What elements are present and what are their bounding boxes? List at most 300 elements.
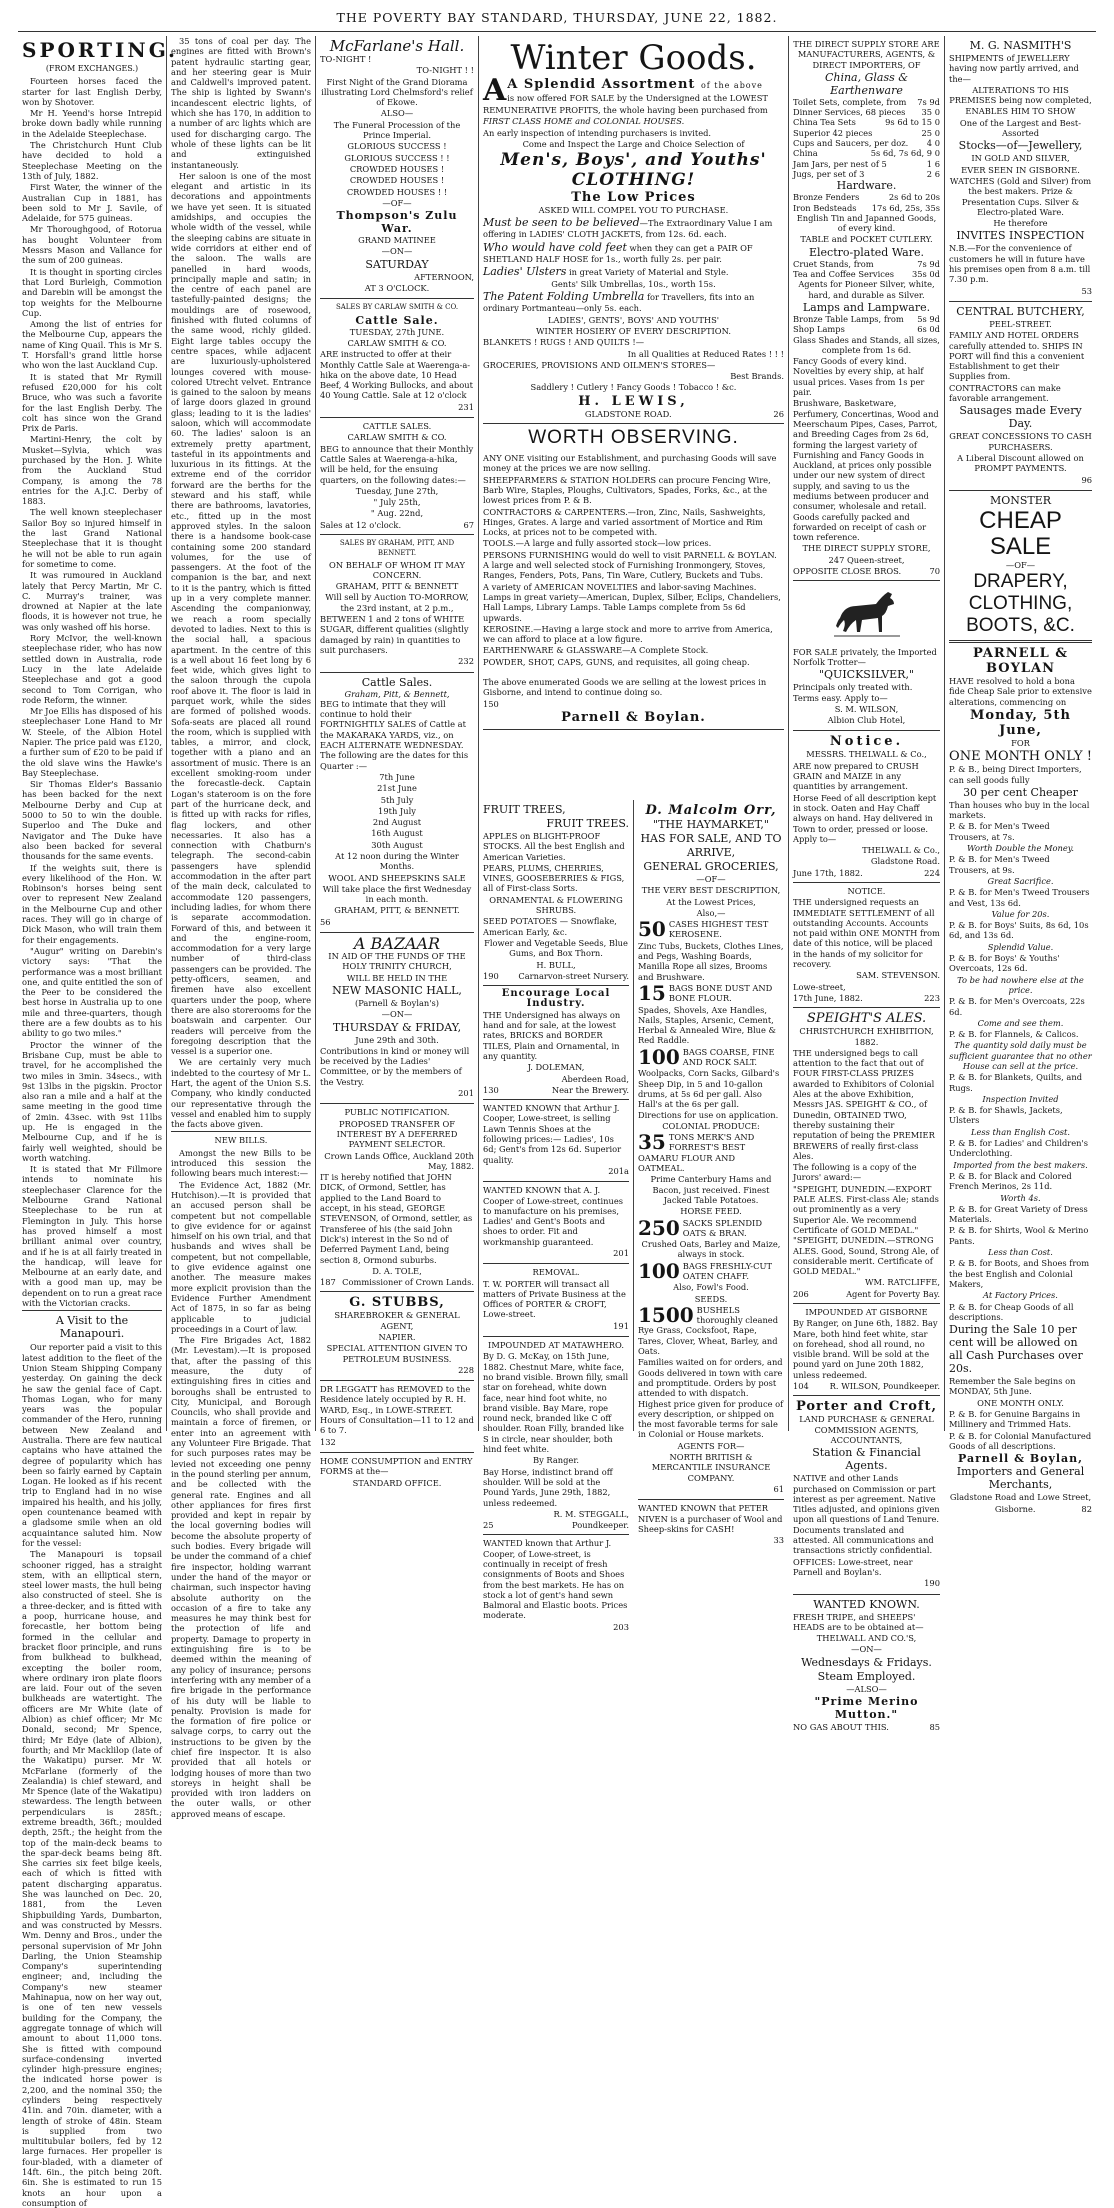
pb-item: P. & B. for Blankets, Quilts, and Rugs. [949, 1072, 1083, 1093]
price-item: Shop Lamps [793, 324, 845, 335]
date-1: Tuesday, June 27th, [355, 485, 439, 496]
remember-text: Remember the Sale begins on MONDAY, 5th June. [949, 1376, 1076, 1397]
pb-item: P. & B. for Shawls, Jackets, Ulsters [949, 1105, 1063, 1126]
speight-text: THE undersigned begs to call attention to the fact that out of FOUR FIRST-CLASS PRIZES awarded to Exhibitors of Colonial Ales at the above Exhibition, Messrs JAS. SPEIGHT & CO., of Dunedin, OBTAINED TWO, thereby sustaining their reputation of being the PREMIER BREWERS of really first-class Ales. [793, 1047, 935, 1161]
divider [171, 1131, 311, 1132]
of-text: —OF— [1005, 559, 1036, 570]
bills-paragraphs [171, 1148, 311, 1819]
price-row [793, 269, 940, 279]
bazaar-6: THURSDAY & FRIDAY, [332, 1020, 462, 1034]
brewery-text: Near the Brewery. [551, 1084, 629, 1095]
carlaw-name-2: CARLAW SMITH & CO. [347, 432, 447, 443]
malcolm-items [638, 919, 784, 1120]
opposite-text: OPPOSITE CLOSE BROS. [793, 566, 902, 577]
paragraph: 35 tons of coal per day. The engines are fitted with Brown's patent hydraulic starting gear, and her steering gear is Muir and Caldwell's improved patent. The ship is lighted by Swann's incandescent electric lights, of which she has 170, in addition to a number of arc lights which are used for discharging cargo. The whole of these lights can be lit and extinguished instantaneously. [171, 36, 311, 170]
qty-35: 35 [638, 1130, 666, 1155]
price-value: 1 6 [926, 158, 940, 169]
sales-at: Sales at 12 o'clock. [320, 519, 402, 530]
reduced-text: In all Qualities at Reduced Rates ! ! ! [627, 348, 784, 359]
north-british: NORTH BRITISH & MERCANTILE INSURANCE COMPANY. [651, 1452, 771, 1483]
fruit-1: FRUIT TREES, [483, 803, 566, 816]
principals-text: Principals only treated with. Terms easy. Apply to— [793, 682, 913, 703]
ad-number: 223 [924, 992, 940, 1003]
price-item: Tea and Coffee Services [793, 269, 895, 280]
pb-item: P. & B. for Black and Colored French Merinos, 2s 11d. [949, 1170, 1072, 1192]
tonight-1: TO-NIGHT ! [320, 54, 372, 64]
june-date-2: 17th June, 1882. [793, 992, 863, 1003]
qty-100-text: BAGS FRESHLY-CUT OATEN CHAFF. [682, 1260, 772, 1281]
glorious-2: GLORIOUS SUCCESS ! ! [344, 152, 450, 163]
wed-text: Wednesdays & Fridays. [801, 1655, 932, 1669]
price-item: Superior 42 pieces [793, 127, 873, 138]
ad-number: 25 [483, 1520, 494, 1531]
divider [22, 1310, 162, 1311]
price-item: Bronze Table Lamps, from [793, 313, 904, 324]
china-title: China, Glass & Earthenware [824, 70, 909, 97]
wanted-2-text: WANTED KNOWN that A. J. Cooper of Lowe-street, continues to manufacture on his premises, Ladies' and Gent's Boots and shoes to order. Fit and workmanship guaranteed. [483, 1185, 624, 1247]
sporting-paragraphs [22, 76, 162, 1308]
paragraph: Rory McIvor, the well-known steeplechase rider, who has now settled down in Australia, rode Lucy in the late Adelaide Steeplechase and got a good second to Tom Corrigan, who rode Reform, the winner. [22, 633, 162, 705]
worth-p1: ANY ONE visiting our Establishment, and purchasing Goods will save money at the prices we are now selling. [483, 453, 777, 474]
qty-number: 15 [638, 980, 666, 1005]
price-value: 7s 9d [917, 258, 940, 269]
ad-number: 132 [320, 1436, 336, 1447]
cattle-sale-title: Cattle Sale. [355, 313, 439, 327]
nasmith-ad [949, 36, 1092, 302]
malcolm-name: D. Malcolm Orr, [645, 803, 777, 818]
worth-p9: POWDER, SHOT, CAPS, GUNS, and requisites, all going cheap. [483, 656, 750, 667]
brands-text: Best Brands. [730, 371, 784, 382]
paragraph: Proctor the winner of the Brisbane Cup, must be able to travel, for he accomplished the two miles in 3min. 34secs., with 9st 13lbs in the pigskin. Proctor also ran a mile and a half at the same meeting in the good time of 2min. 43sec. with 9st 11lbs up. He is engaged in the Melbourne Cup, and if he is fairly well weighted, should be worth watching. [22, 1039, 162, 1163]
price-row [793, 138, 940, 148]
lowest-text: At the Lowest Prices, [666, 896, 756, 907]
notice-title-2: NOTICE. [847, 886, 886, 896]
ad-number: 130 [483, 1084, 499, 1095]
pb-items [949, 821, 1092, 1322]
date-3: " Aug. 22nd, [370, 508, 424, 519]
electro-prices [793, 259, 940, 280]
doleman-name: J. DOLEMAN, [527, 1062, 585, 1073]
brushware-text: Brushware, Basketware, Perfumery, Concertinas, Wood and Meerschaum Pipes, Cases, Parrot, and Breeding Cages from 2s 6d, forming the largest variety of Furnishing and Fancy Goods in Auckland, at prices only possible under our new system of direct supply, and saving to us the mediums between producer and consumer, wholesale and retail. Goods carefully packed and forwarded on receipt of cash or town reference. [793, 398, 939, 543]
ulsters-heading: Ladies' Ulsters [483, 265, 567, 279]
carlaw-cattle-ad [320, 299, 474, 418]
monster-text: MONSTER [989, 493, 1052, 507]
cheaper-text: 30 per cent Cheaper [963, 785, 1078, 799]
ad-number: 190 [924, 1578, 940, 1589]
price-item: Jam Jars, per nest of 5 [793, 158, 887, 169]
paragraph: Mr H. Yeend's horse Intrepid broke down badly while running in the Adelaide Steeplechase. [22, 108, 162, 139]
land-text: LAND PURCHASE & GENERAL COMMISSION AGENTS, ACCOUNTANTS, [799, 1414, 934, 1445]
qty-text: BAGS BONE DUST AND BONE FLOUR. [668, 982, 773, 1004]
pb-item: P. & B. for Cheap Goods of all descriptions. [949, 1301, 1074, 1322]
pb-item-note: To be had nowhere else at the price. [957, 974, 1084, 995]
tripe-text: FRESH TRIPE, and SHEEPS' HEADS are to be obtained at— [793, 1611, 924, 1632]
poundkeeper-text: Poundkeeper. [571, 1520, 629, 1531]
watches-text: WATCHES (Gold and Silver) from the best makers. Prize & Presentation Cups. Silver & Electro-plated Ware. [949, 175, 1092, 217]
removal-text: T. W. PORTER will transact all matters of Private Business at the Offices of PORTER & CROFT, Lowe-street. [483, 1278, 626, 1320]
paragraph: Sir Thomas Elder's Bassanio has been backed for the next Melbourne Derby and Cup at 5000 to 50 to win the double. Superloo and The Duke and Navigator and The Duke have also been backed for several thousands for the same events. [22, 779, 162, 862]
sale-date: 7th June [379, 771, 415, 782]
price-value: 7s 9d [917, 96, 940, 107]
noon-text: At 12 noon during the Winter Months. [335, 851, 459, 872]
crushed-text: Crushed Oats, Barley and Maize, always in stock. [641, 1239, 781, 1260]
gents-umbrellas: Gents' Silk Umbrellas, 10s., worth 15s. [551, 279, 716, 290]
speight-title: SPEIGHT'S ALES. [806, 1011, 927, 1027]
boots-text: BOOTS, &C. [966, 615, 1075, 637]
between-text: BETWEEN 1 and 2 tons of WHITE SUGAR, different qualities (slightly damaged by rain) in quantities to suit purchasers. [320, 614, 469, 655]
pb-item-note: Value for 20s. [991, 908, 1050, 919]
price-row [793, 148, 940, 158]
stubbs-ad [320, 1292, 474, 1381]
ad-number: 206 [793, 1288, 809, 1299]
pb-item-note: Inspection Invited [982, 1093, 1059, 1104]
hardware-prices [793, 192, 940, 213]
ad-number: 190 [483, 970, 499, 981]
hardware-title: Hardware. [836, 179, 897, 193]
qty-text: CASES HIGHEST TEST KEROSENE. [668, 919, 769, 940]
fruit-trees-ad [483, 800, 629, 986]
ship-text: SHIPMENTS of JEWELLERY having now partly arrived, and the— [949, 53, 1079, 84]
hall-title: McFarlane's Hall. [329, 37, 465, 55]
home-text: HOME CONSUMPTION and ENTRY FORMS at the— [320, 1455, 473, 1477]
qty-1500: 1500 [638, 1302, 694, 1327]
pb-item-note: Less than Cost. [988, 1247, 1053, 1258]
than-text: Than houses who buy in the local markets. [949, 799, 1090, 821]
encourage-ad [483, 986, 629, 1100]
graham-name: GRAHAM, PITT & BENNETT [335, 581, 459, 592]
monday-text: Monday, 5th June, [970, 707, 1071, 738]
nursery-text: Carnarvon-street Nursery. [518, 970, 629, 981]
pb-item-note: Splendid Value. [987, 941, 1054, 952]
tole-title: Commissioner of Crown Lands. [342, 1277, 474, 1288]
wanted-1-text: WANTED KNOWN that Arthur J. Cooper, Lowe-street, is selling Lawn Tennis Shoes at the following prices:— Ladies', 10s 6d; Gent's from 12s 6d. Superior quality. [483, 1103, 622, 1165]
gpb-name: Graham, Pitt, & Bennett, [344, 688, 450, 699]
cheap-sale: CHEAP SALE [979, 506, 1062, 560]
ad-number: 67 [463, 519, 474, 530]
direct-text: P. & B., being Direct Importers, can sell goods fully [949, 764, 1082, 785]
qty-text: Spades, Shovels, Axe Handles, Nails, Staples, Arsenic, Cement, Herbal & Annealed Wire, Blue & Red Raddle. [638, 1004, 776, 1046]
ad-number: 96 [1081, 474, 1092, 485]
winter-title: Winter Goods. [510, 38, 757, 78]
ad-number: 33 [773, 1535, 784, 1546]
graham-end: GRAHAM, PITT, & BENNETT. [334, 905, 460, 916]
winter-goods-ad: Winter Goods. A A Splendid Assortment of the above is now offered FOR SALE by the Undersigned at the LOWEST REMUNERATIVE PROFITS, the whole having been purchased from FIRST CLASS HOME and COLONIAL HOUSES. An early inspection of intending purchasers is invited. Come and Inspect the Large and Choice Selection of Men's, Boys', and Youths' CLOTHING! The Low Prices ASKED WILL COMPEL YOU TO PURCHASE. Must be seen to be believed—The Extraordinary Value I am offering in LADIES' CLOTH JACKETS, from 12s. 6d. each. Who would have cold feet when they can get a PAIR OF SHETLAND HALF HOSE for 1s., worth fully 2s. per pair. Ladies' Ulsters in great Variety of Material and Style. Gents' Silk Umbrellas, 10s., worth 15s. The Patent Folding Umbrella for Travellers, fits into an ordinary Portmanteau—only 5s. each. LADIES', GENTS', BOYS' AND YOUTHS' WINTER HOSIERY OF EVERY DESCRIPTION. BLANKETS ! RUGS ! AND QUILTS !— In all Qualities at Reduced Rates ! ! ! GROCERIES, PROVISIONS AND OILMEN'S STORES— Best Brands. Saddlery ! Cutlery ! Fancy Goods ! Tobacco ! &c. H. LEWIS, GLADSTONE ROAD. 26 [483, 36, 784, 424]
carlaw-text-2: BEG to announce that their Monthly Cattle Sales at Waerenga-a-hika, will be held, for the ensuing quarters, on the following dates:— [320, 443, 474, 485]
winter-line-2: REMUNERATIVE PROFITS, the whole having been purchased from [483, 105, 768, 115]
clothing-text: CLOTHING, [968, 593, 1073, 615]
bay-text: Bay Horse, indistinct brand off shoulder. Will be sold at the Pound Yards, June 29th, 1882, unless redeemed. [483, 1466, 613, 1508]
great-text: GREAT CONCESSIONS TO CASH PURCHASERS. [949, 431, 1092, 452]
carlaw-name: CARLAW SMITH & CO. [347, 337, 447, 348]
three-oclock: AT 3 O'CLOCK. [364, 283, 430, 294]
removal-title: REMOVAL. [532, 1267, 580, 1278]
winter-line-1: is now offered FOR SALE by the Undersigned at the LOWEST [507, 93, 768, 103]
paragraph: It was rumoured in Auckland lately that Percy Martin, Mr C. C. Murray's trainer, was drowned at Napier at the late floods, it is however not true, he was only washed off his horse. [22, 570, 162, 632]
paragraph: Mr Thoroughgood, of Rotorua has bought Volunteer from Messrs Mason and Vallance for the sum of 200 guineas. [22, 224, 162, 266]
bazaar-3: NEW MASONIC HALL, [332, 983, 462, 997]
of-text: —OF— [382, 197, 412, 208]
public-title: PUBLIC NOTIFICATION. [344, 1107, 450, 1118]
table-text: TABLE and POCKET CUTLERY. [800, 234, 933, 245]
pb-item: P. & B. for Men's Tweed Trousers and Vest, 13s 6d. [949, 887, 1090, 908]
seeds-title: SEEDS. [694, 1293, 728, 1304]
stock-item [638, 1068, 784, 1119]
worth-p3: CONTRACTORS & CARPENTERS.—Iron, Zinc, Nails, Sashweights, Hinges, Grates. A large and varied assortment of Mortice and Rim Locks, at prices not to be competed with. [483, 506, 766, 538]
paragraph: We are certainly very much indebted to the courtesy of Mr L. Hart, the agent of the Union S.S. Company, who kindly conducted our representative through the vessel and enabled him to supply the facts above given. [171, 1057, 311, 1130]
price-row [793, 107, 940, 117]
ad-number: 201 [613, 1247, 629, 1258]
qty-100: 100 [638, 1258, 680, 1283]
sporting-subtitle: (FROM EXCHANGES.) [45, 64, 139, 73]
price-row [793, 259, 940, 269]
pb-item: P. & B. for Ladies' and Children's Underclothing. [949, 1138, 1089, 1159]
paragraph: "Augur" writing on Darebin's victory says: "That the performance was a most brilliant one, and quite entitled the son of the Peer to be considered the best horse in Australia up to one mile and three-quarters, though there are a few doubts as to his ability to go two miles." [22, 945, 162, 1039]
month-text: ONE MONTH ONLY ! [949, 749, 1092, 765]
of-above: of the above [700, 81, 763, 90]
stock-item [638, 1005, 784, 1046]
price-row [793, 117, 940, 127]
thelwall-co: THELWALL AND CO.'S, [816, 1633, 917, 1644]
hosiery-1: LADIES', GENTS', BOYS' AND YOUTHS' [547, 314, 720, 325]
sam-name: SAM. STEVENSON. [856, 970, 940, 981]
award-text: "SPEIGHT, DUNEDIN.—EXPORT PALE ALES. First-class Ale; stands out prominently as a very Superior Ale. We recommend Certificate of GOLD MEDAL." "SPEIGHT, DUNEDIN.—STRONG ALES. Good, Sound, Strong Ale, of considerable merit. Certificate of GOLD MEDAL." [793, 1183, 939, 1277]
price-row [793, 97, 940, 107]
niven-text: WANTED KNOWN that PETER NIVEN is a purchaser of Wool and Sheep-skins for CASH! [638, 1503, 783, 1534]
divider [949, 640, 1092, 643]
nb-text: N.B.—For the convenience of customers he will in future have his premises open from 8 a.m. till 7.30 p.m. [949, 243, 1091, 285]
ad-number: 85 [929, 1722, 940, 1732]
genuine-text: P. & B. for Genuine Bargains in Millinery and Trimmed Hats. [949, 1409, 1081, 1430]
price-row [793, 314, 940, 324]
sale-date: 21st June [377, 783, 417, 794]
napier-text: NAPIER. [378, 1331, 416, 1342]
sale-date: 2nd August [372, 817, 422, 828]
wanted-1-ad [483, 1100, 629, 1182]
sale-date: 16th August [371, 828, 423, 839]
price-item: Cruet Stands, from [793, 258, 874, 269]
graham-by: SALES BY GRAHAM, PITT, AND BENNETT. [339, 538, 455, 558]
standard-office: STANDARD OFFICE. [352, 1477, 442, 1488]
pb-title: PARNELL & BOYLAN [972, 646, 1069, 677]
worth-p8: EARTHENWARE & GLASSWARE—A Complete Stock. [483, 645, 709, 656]
notice-ad [793, 731, 940, 883]
drapery-text: DRAPERY, [973, 571, 1068, 593]
notice-title: Notice. [829, 734, 904, 750]
therefore-text: He therefore [993, 218, 1048, 229]
ad-number: 231 [458, 401, 474, 412]
native-text: NATIVE and other Lands purchased on Commission or part interest as per agreement. Native Titles adjusted, and opinions given upon all questions of Land Tenure. Documents translated and attested. All communications and transactions strictly confidential. [793, 1473, 940, 1556]
saddlery-text: Saddlery ! Cutlery ! Fancy Goods ! Tobacco ! &c. [530, 382, 737, 393]
paragraph: Our reporter paid a visit to this latest addition to the fleet of the Union Steam Shipping Company yesterday. On gaining the deck he saw the genial face of Capt. Thomas Logan, who for many years was the popular commander of the Hero, running between New Zealand and Australia. There are few nautical captains who have attained the degree of popularity which has been so fairly earned by Captain Logan. He looked as if his recent trip to England had in no wise impaired his health, and his jolly, open countenance beamed with a gladsome smile when an old acquaintance saluted him. Now for the vessel: [22, 1342, 162, 1548]
pb-item: P. & B. for Men's Tweed Trousers, at 7s. [949, 821, 1050, 842]
wanted-2-ad [483, 1182, 629, 1264]
qty-250: 250 [638, 1215, 680, 1240]
pb-item: P. & B. for Shirts, Wool & Merino Pants. [949, 1225, 1089, 1246]
ever-text: EVER SEEN IN GISBORNE. [961, 164, 1080, 175]
sale-date: 5th July [380, 794, 414, 805]
settlement-notice-ad [793, 883, 940, 1008]
pb-item-note: Less than English Cost. [970, 1126, 1070, 1137]
pb-item-note: Come and see them. [977, 1017, 1064, 1028]
porter-title: Porter and Croft, [795, 1399, 938, 1415]
bazaar-2: WILL BE HELD IN THE [346, 972, 448, 983]
worth-title: WORTH OBSERVING. [528, 427, 739, 449]
china-prices [793, 97, 940, 179]
price-item: China Tea Sets [793, 117, 856, 128]
hosiery-2: WINTER HOSIERY OF EVERY DESCRIPTION. [536, 325, 731, 336]
gisborne-text: Gisborne. [994, 1503, 1036, 1514]
crowded-2: CROWDED HOUSES ! [349, 175, 445, 186]
wool-title: WOOL AND SHEEPSKINS SALE [328, 872, 466, 883]
families-text: Families waited on for orders, and Goods delivered in town with care and promptitude. Orders by post attended to with dispatch. Highest price given for produce of every description, or shipped on the most favorable terms for sale in Colonial or House markets. [638, 1357, 784, 1440]
price-item: China [793, 148, 818, 159]
sausages-text: Sausages made Every Day. [959, 404, 1082, 431]
price-item: Bronze Fenders [793, 192, 860, 203]
pb-item-note: Great Sacrifice. [987, 875, 1054, 886]
has-text: HAS FOR SALE, AND TO [640, 832, 782, 845]
funeral-text: The Funeral Procession of the Prince Imperial. [333, 119, 461, 141]
price-value: 4 0 [926, 138, 940, 149]
nasmith-name: M. G. NASMITH'S [969, 39, 1072, 52]
impounded-title: IMPOUNDED AT MATAWHERO. [488, 1340, 624, 1351]
horse-icon [832, 584, 902, 644]
arrive-text: ARRIVE, [686, 846, 736, 859]
paragraph: Martini-Henry, the colt by Musket—Sylvia, which was purchased by the Hon. J. White from the Auckland Stud Company, is among the 78 entries for the A.J.C. Derby of 1883. [22, 434, 162, 507]
stubbs-title: SHAREBROKER & GENERAL AGENT, [334, 1310, 460, 1331]
malcolm-orr-ad [638, 800, 784, 1500]
visit-paragraphs [22, 1342, 162, 2208]
ad-number: 228 [458, 1364, 474, 1375]
price-row [793, 169, 940, 179]
onemonth-text: ONE MONTH ONLY. [977, 1397, 1064, 1408]
apples-text: APPLES on BLIGHT-PROOF STOCKS. All the best English and American Varieties. [483, 831, 625, 862]
special-text: SPECIAL ATTENTION GIVEN TO PETROLEUM BUSINESS. [326, 1343, 468, 1364]
tole-name: D. A. TOLE, [372, 1265, 422, 1276]
on-text: —ON— [381, 246, 413, 257]
corner-text: Gladstone Road and Lowe Street, [949, 1492, 1092, 1503]
offices-text: OFFICES: Lowe-street, near Parnell and Boylan's. [793, 1556, 913, 1577]
gladstone-text: Gladstone Road. [870, 856, 940, 867]
column-direct-supply [788, 36, 944, 1732]
date-2: " July 25th, [373, 497, 421, 508]
price-item: Dinner Services, 68 pieces [793, 107, 906, 118]
leggatt-ad [320, 1381, 474, 1453]
ad-number: 224 [924, 867, 940, 878]
column-article [166, 36, 315, 1819]
pb-item: P. & B. for Men's Overcoats, 22s 6d. [949, 996, 1085, 1017]
pb-name: Parnell & Boylan, [957, 1452, 1083, 1466]
worth-p5: PERSONS FURNISHING would do well to visit PARNELL & BOYLAN. A large and well selected stock of Furnishing Ironmongery, Stoves, Ranges, Fenders, Pots, Pans, Tin Ware, Cutlery, Buckets and Tubs. [483, 549, 777, 581]
steam-text: Steam Employed. [817, 1669, 916, 1683]
tonight-2: TO-NIGHT ! ! [416, 65, 474, 76]
column-ads-1 [315, 36, 478, 1488]
store-name: THE DIRECT SUPPLY STORE, [802, 543, 931, 554]
must-heading: Must be seen to be believed [483, 216, 640, 230]
behalf-text: ON BEHALF OF WHOM IT MAY CONCERN. [329, 559, 465, 580]
impounded-title: IMPOUNDED AT GISBORNE [805, 1306, 928, 1317]
ad-number: 191 [613, 1320, 629, 1331]
crown-text: Crown Lands Office, Auckland 20th May, 1882. [324, 1150, 474, 1171]
prime-text: Prime Canterbury Hams and Bacon, just received. Finest Jacked Table Potatoes. [650, 1174, 772, 1205]
paragraph: Mr Joe Ellis has disposed of his steeplechaser Lone Hand to Mr W. Steele, of the Albion Hotel Napier. The price paid was £120, a further sum of £20 to be paid if the old slave wins the Hawke's Bay Steeplechase. [22, 706, 162, 778]
clothing-heading: Men's, Boys', and Youths' CLOTHING! [500, 150, 767, 191]
pb-item-note: Worth 4s. [1000, 1192, 1041, 1203]
steggall-name: R. M. STEGGALL, [553, 1508, 629, 1519]
hbull-name: H. BULL, [536, 959, 576, 970]
worth-p2: SHEEPFARMERS & STATION HOLDERS can procure Fencing Wire, Barb Wire, Staples, Ploughs, Cultivators, Spades, Forks, &c., at the lowest prices from P. & B. [483, 474, 771, 506]
bazaar-5: —ON— [381, 1009, 413, 1020]
ad-number: 82 [1081, 1503, 1092, 1514]
must-text: —The Extraordinary Value I am offering in LADIES' CLOTH JACKETS, from 12s. 6d. each. [483, 218, 773, 240]
qty-number: 50 [638, 917, 666, 942]
price-row [793, 203, 940, 213]
porter-croft-ad [793, 1396, 940, 1594]
ad-number: 26 [773, 408, 784, 419]
price-value: 2 6 [926, 168, 940, 179]
liberal-text: A Liberal Discount allowed on PROMPT PAYMENTS. [957, 452, 1084, 474]
ratcliffe-name: WM. RATCLIFFE, [865, 1277, 940, 1288]
pb-item: P. & B. for Great Variety of Dress Materials. [949, 1203, 1088, 1225]
glass-text: Glass Shades and Stands, all sizes, complete from 1s 6d. [793, 334, 940, 355]
thelwall-name: MESSRS. THELWALL & Co., [806, 749, 927, 760]
enables-text: ENABLES HIM TO SHOW [965, 106, 1076, 117]
ad-number: 61 [773, 1483, 784, 1494]
ad-number: 104 [793, 1381, 809, 1392]
bazaar-title: A BAZAAR [353, 934, 441, 954]
price-value: 6s 0d [917, 324, 940, 335]
pb-item: P. & B. for Boys' & Youths' Overcoats, 12s 6d. [949, 953, 1060, 974]
cattle-sales-title-2: Cattle Sales. [361, 675, 433, 689]
price-value: 35s 0d [911, 269, 940, 280]
pb-item-note: The quantity sold daily must be sufficient guarantee that no other House can sell at the price. [949, 1040, 1092, 1071]
forsale-text: FOR SALE privately, the Imported Norfolk Trotter— [793, 646, 937, 667]
rwilson-name: R. WILSON, Poundkeeper. [829, 1381, 940, 1392]
lamps-prices [793, 314, 940, 335]
lowe-text: Lowe-street, [793, 981, 846, 992]
paragraph: Amongst the new Bills to be introduced this session the following bears much interest:— [171, 1147, 311, 1179]
price-item: Jugs, per set of 3 [793, 168, 865, 179]
qty-number: 100 [638, 1044, 680, 1069]
removal-ad [483, 1264, 629, 1337]
wanted-known-ad [793, 1595, 940, 1737]
contractors-text: CONTRACTORS can make favorable arrangement. [949, 382, 1061, 404]
paragraph: The Manapouri is topsail schooner rigged, has a straight stem, with an elliptical stern, steel lower masts, the hull being also constructed of steel. She is a three-decker, and is fitted with a poop, hurricane house, and forecastle, her bottom being formed in the cellular and bracket floor principle, and runs from bulkhead to bulkhead, excepting the boiler room, where ordinary iron plate floors are laid. Four out of the seven bulkheads are watertight. The officers are Mr White (late of Albion) as chief officer; Mr Mc Donald, second; Mr Spence, third; Mr Edye (late of Albion), fourth; and Mr Macklilop (late of the Wakatipu) purser. Mr W. McFarlane (formerly of the Zealandia) is chief steward, and Mr Spence (late of the Wakatipu) stewardess. The length between perpendiculars is 285ft.; extreme breadth, 36ft.; moulded depth, 25ft.; the height from the top of the main-deck beams to the spar-deck beams being 8ft. She carries six feet bilge keels, each of which is fitted with patent discharging apparatus. She was launched on Dec. 20, 1881, from the Leven Shipbuilding Yards, Dumbarton, and was constructed by Messrs. Wm. Denny and Bros., under the personal supervision of Mr John Darling, the Union Steamship Company's superintending engineer; and, including the Company's new steamer Mahinapua, now on her way out, is one of ten new vessels building for the Company, the aggregate tonnage of which will amount to about 11,000 tons. She is fitted with compound surface-condensing inverted cylinder high-pressure engines; the indicated horse power is 2,200, and the nominal 350; the cylinders being respectively 41in. and 70in. diameter, with a length of stroke of 48in. Steam is supplied from two multitubular boilers, fed by 12 large furnaces. Her propeller is four-bladed, with a diameter of 14ft. 6in., the pitch being 20ft. 6in. She is estimated to run 15 knots an hour upon a consumption of [22, 1549, 162, 2208]
stocks-text: Stocks—of—Jewellery, [958, 139, 1083, 153]
bazaar-8: Contributions in kind or money will be received by the Ladies' Committee, or by the members of the Vestry. [320, 1045, 470, 1087]
stock-item [638, 941, 784, 982]
qty-text: BAGS COARSE, FINE AND ROCK SALT. [682, 1046, 775, 1068]
gpb-text: BEG to intimate that they will continue to hold their FORTNIGHTLY SALES of Cattle at the MAKARAKA YARDS, viz., on EACH ALTERNATE WEDNESDAY. The following are the dates for this Quarter :— [320, 698, 469, 771]
blankets-text: BLANKETS ! RUGS ! AND QUILTS !— [483, 337, 645, 348]
direct-supply-ad [793, 36, 940, 581]
stubbs-name: G. STUBBS, [349, 1295, 445, 1311]
one-text: One of the Largest and Best-Assorted [959, 117, 1082, 139]
thelwall-name-2: THELWALL & Co., [862, 845, 940, 856]
price-item: Cups and Saucers, per doz. [793, 138, 909, 149]
price-value: 5s 9d [917, 313, 940, 324]
ornamental-text: ORNAMENTAL & FLOWERING SHRUBS. [489, 894, 623, 916]
wanted-3-text: WANTED known that Arthur J. Cooper, of Lowe-street, is continually in receipt of fresh consignments of Boots and Shoes from the best markets. He has on stock a lot of gent's hand sewn Balmoral and Elastic boots. Prices moderate. [483, 1538, 628, 1621]
glorious-1: GLORIOUS SUCCESS ! [347, 141, 447, 152]
impounded-text: By Ranger, on June 6th, 1882. Bay Mare, both hind feet white, star on forehead, shod all round, no visible brand. Will be sold at the pound yard on June 20th 1882, unless redeemed. [793, 1318, 938, 1380]
peel-text: PEEL-STREET. [989, 318, 1052, 329]
ulsters-text: in great Variety of Material and Style. [569, 267, 729, 278]
niven-ad [638, 1500, 784, 1550]
column-sporting [18, 36, 179, 2208]
graham-text: Will sell by Auction TO-MORROW, the 23rd instant, at 2 p.m., [325, 592, 469, 613]
stock-item [638, 919, 784, 940]
of-text: —OF— [696, 874, 726, 884]
